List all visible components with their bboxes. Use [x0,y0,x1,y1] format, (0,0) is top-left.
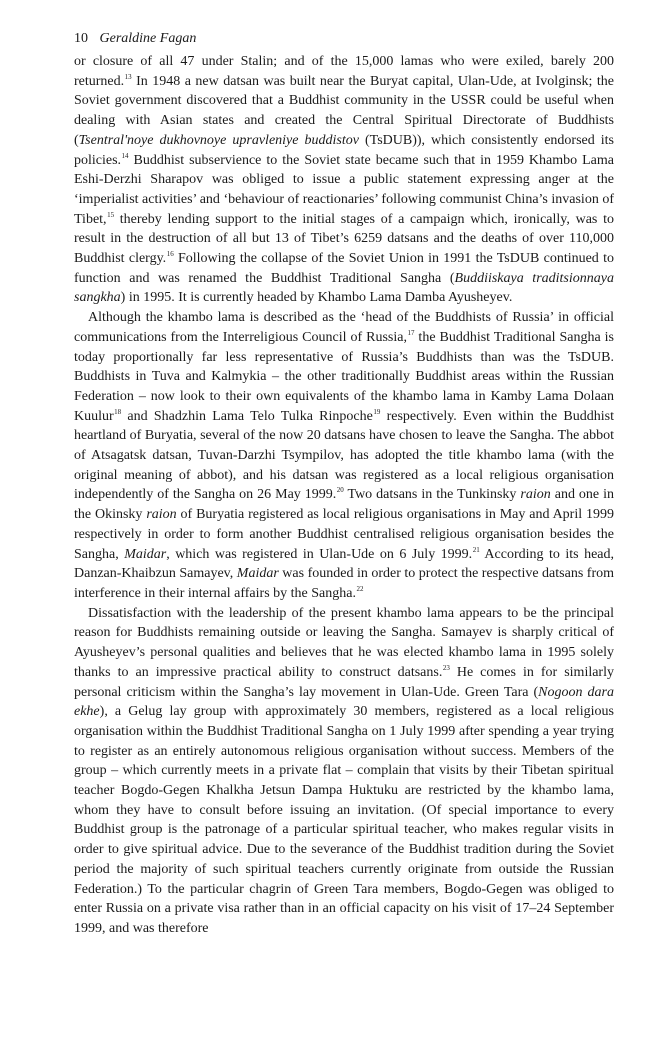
italic-term: Tsentral'noye dukhovnoye upravleniye buddistov [78,132,359,148]
text-run: Two datsans in the Tunkinsky [343,487,521,503]
footnote-marker: 18 [114,407,122,416]
text-run: , which was registered in Ulan-Ude on 6 July 1999. [166,546,473,562]
paragraph-1 [74,52,614,308]
text-run: Following the collapse of the Soviet Union in 1991 the TsDUB continued to function and was renamed the Buddhist Traditional Sangha ( [74,251,614,286]
page-number: 10 [74,31,88,46]
page [74,30,614,939]
running-head [74,30,614,48]
text-run: and Shadzhin Lama Telo Tulka Rinpoche [121,408,373,424]
italic-term: raion [146,507,177,523]
text-run: or closure of all 47 under Stalin; and of the 15,000 lamas who were exiled, barely 200 returned. [74,54,614,89]
footnote-marker: 20 [336,486,344,495]
italic-term: raion [520,487,551,503]
footnote-marker: 16 [166,250,174,259]
text-run: According to its head, Danzan-Khaibzun Samayev, [74,546,614,582]
italic-term: Maidar [124,546,167,562]
text-run: He comes in for similarly personal criticism within the Sangha’s lay movement in Ulan-Ude. Green Tara ( [74,664,614,700]
text-run: the Buddhist Traditional Sangha is today proportionally far less representative of Russia’s Buddhists than was the TsDUB. Buddhists in Tuva and Kalmykia – the other traditionally Buddhist areas within the Russian Federation – now look to their own equivalents of the khambo lama in Kamby Lama Dolaan Kuulur [74,329,614,424]
text-run: and one in the Okinsky [74,487,614,523]
text-run: ) in 1995. It is currently headed by Khambo Lama Damba Ayusheyev. [120,290,513,306]
footnote-marker: 14 [121,151,129,160]
paragraph-3 [74,604,614,939]
italic-term: Maidar [236,566,279,582]
footnote-marker: 23 [442,663,450,672]
italic-term: Buddiiskaya traditsionnaya sangkha [74,270,614,306]
text-run: Buddhist subservience to the Soviet state became such that in 1959 Khambo Lama Eshi-Derzhi Sharapov was obliged to issue a public statement expressing anger at the ‘imperialist activities’ and ‘behaviour of reactionaries’ following communist China’s invasion of Tibet, [74,152,614,227]
text-run: In 1948 a new datsan was built near the Buryat capital, Ulan-Ude, at Ivolginsk; the Soviet government discovered that a Buddhist community in the USSR could be useful when dealing with Asian states and created the Central Spiritual Directorate of Buddhists ( [74,73,614,148]
text-run: ), a Gelug lay group with approximately 30 members, registered as a local religious organisation within the Buddhist Traditional Sangha on 1 July 1999 after spending a year trying to register as an entirely autonomous religious organisation without success. Members of the group – which currently meets in a private flat – complain that visits by their Tibetan spiritual teacher Bogdo-Gegen Khalkha Jetsun Dampa Huktuku are restricted by the khambo lama, whom they have to consult before issuing an invitation. (Of special importance to every Buddhist group is the patronage of a particular spiritual teacher, who makes regular visits in order to give spiritual advice. Due to the severance of the Buddhist tradition during the Soviet period the majority of such spiritual teachers currently originate from outside the Russian Federation.) To the particular chagrin of Green Tara members, Bogdo-Gegen was obliged to enter Russia on a private visa rather than in an official capacity on his visit of 17–24 September 1999, and was therefore [74,704,614,936]
text-run: (TsDUB)), which consistently endorsed its policies. [74,132,614,168]
text-run: respectively. Even within the Buddhist heartland of Buryatia, several of the now 20 datsans have chosen to leave the Sangha. The abbot of Atsagatsk datsan, Tuvan-Darzhi Tsympilov, has adopted the title khambo lama (with the original meaning of abbot), and his datsan was registered as a local religious organisation independently of the Sangha on 26 May 1999. [74,408,614,503]
text-run: was founded in order to protect the respective datsans from interference in their internal affairs by the Sangha. [74,566,614,601]
running-head-author: Geraldine Fagan [99,31,197,46]
footnote-marker: 21 [472,545,480,554]
footnote-marker: 22 [356,584,364,593]
footnote-marker: 19 [373,407,381,416]
text-run: Although the khambo lama is described as the ‘head of the Buddhists of Russia’ in official communications from the Interreligious Council of Russia, [74,310,614,345]
text-run: thereby lending support to the initial stages of a campaign which, ironically, was to result in the destruction of all but 13 of Tibet’s 6259 datsans and the deaths of over 110,000 Buddhist clergy. [74,211,614,267]
paragraph-2 [74,308,614,604]
footnote-marker: 17 [407,328,415,337]
footnote-marker: 13 [124,72,132,81]
footnote-marker: 15 [107,210,115,219]
italic-term: Nogoon dara ekhe [74,684,614,720]
text-run: Dissatisfaction with the leadership of the present khambo lama appears to be the principal reason for Buddhists remaining outside or leaving the Sangha. Samayev is sharply critical of Ayusheyev’s personal qualities and believes that he was elected khambo lama in 1995 solely thanks to an impressive practical ability to construct datsans. [74,605,614,680]
text-run: of Buryatia registered as local religious organisations in May and April 1999 respectively in order to form another Buddhist centralised religious organisation besides the Sangha, [74,507,615,562]
